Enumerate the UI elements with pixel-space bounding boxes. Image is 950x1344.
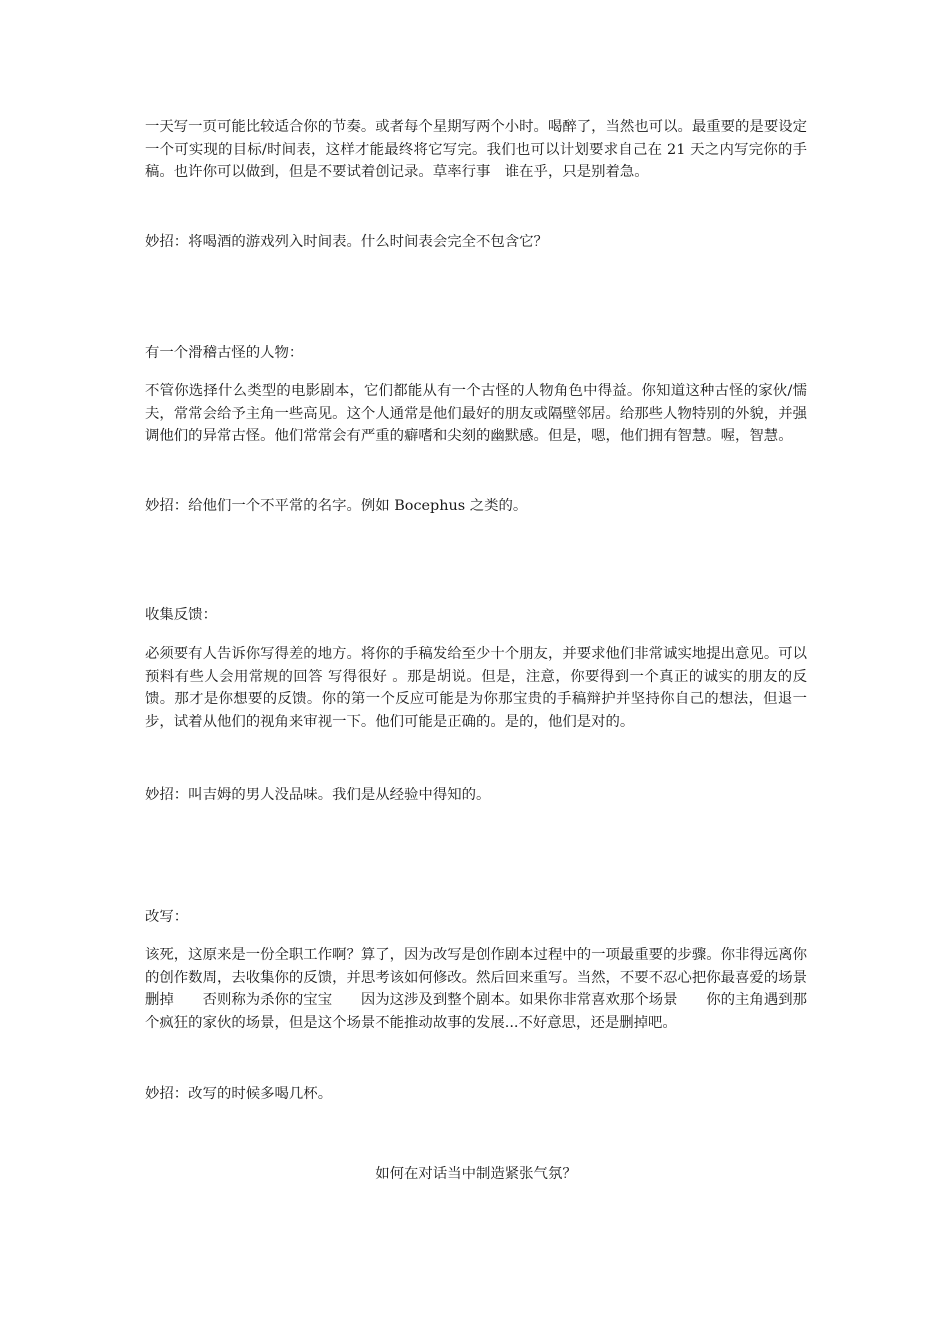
tip-quirky-character: 妙招：给他们一个不平常的名字。例如 Bocephus 之类的。 bbox=[145, 498, 528, 514]
paragraph-quirky-character: 不管你选择什么类型的电影剧本，它们都能从有一个古怪的人物角色中得益。你知道这种古怪的家伙/懦夫，常常会给予主角一些高见。这个人通常是他们最好的朋友或隔壁邻居。给那些人物特别的外貌，并强调他们的异常古怪。他们常常会有严重的癖嗜和尖刻的幽默感。但是，嗯，他们拥有智慧。喔，智慧。 bbox=[145, 383, 807, 444]
paragraph-rewrite: 该死，这原来是一份全职工作啊？算了，因为改写是创作剧本过程中的一项最重要的步骤。你非得远离你的创作数周，去收集你的反馈，并思考该如何修改。然后回来重写。当然，不要不忍心把你最喜爱的场景删掉 否则称为杀你的宝宝 因为这涉及到整个剧本。如果你非常喜欢那个场景 你的主角遇到那个疯狂的家伙的场景，但是这个场景不能推动故事的发展...不好意思，还是删掉吧。 bbox=[145, 947, 807, 1031]
heading-quirky-character: 有一个滑稽古怪的人物： bbox=[145, 345, 304, 361]
tip-rewrite: 妙招：改写的时候多喝几杯。 bbox=[145, 1086, 333, 1102]
next-section-title: 如何在对话当中制造紧张气氛？ bbox=[375, 1166, 577, 1182]
tip-schedule: 妙招：将喝酒的游戏列入时间表。什么时间表会完全不包含它？ bbox=[145, 234, 548, 250]
document-page bbox=[145, 0, 807, 1344]
paragraph-feedback: 必须要有人告诉你写得差的地方。将你的手稿发给至少十个朋友，并要求他们非常诚实地提出意见。可以预料有些人会用常规的回答 写得很好 。那是胡说。但是，注意，你要得到一个真正的诚实的朋友的反馈。那才是你想要的反馈。你的第一个反应可能是为你那宝贵的手稿辩护并坚持你自己的想法，但退一步，试着从他们的视角来审视一下。他们可能是正确的。是的，他们是对的。 bbox=[145, 646, 807, 730]
heading-feedback: 收集反馈： bbox=[145, 607, 217, 623]
tip-feedback: 妙招：叫吉姆的男人没品味。我们是从经验中得知的。 bbox=[145, 787, 491, 803]
heading-rewrite: 改写： bbox=[145, 909, 189, 925]
paragraph-schedule: 一天写一页可能比较适合你的节奏。或者每个星期写两个小时。喝醉了，当然也可以。最重要的是要设定一个可实现的目标/时间表，这样才能最终将它写完。我们也可以计划要求自己在 21 天之内写完你的手稿。也许你可以做到，但是不要试着创记录。草率行事 谁在乎，只是别着急。 bbox=[145, 119, 807, 180]
